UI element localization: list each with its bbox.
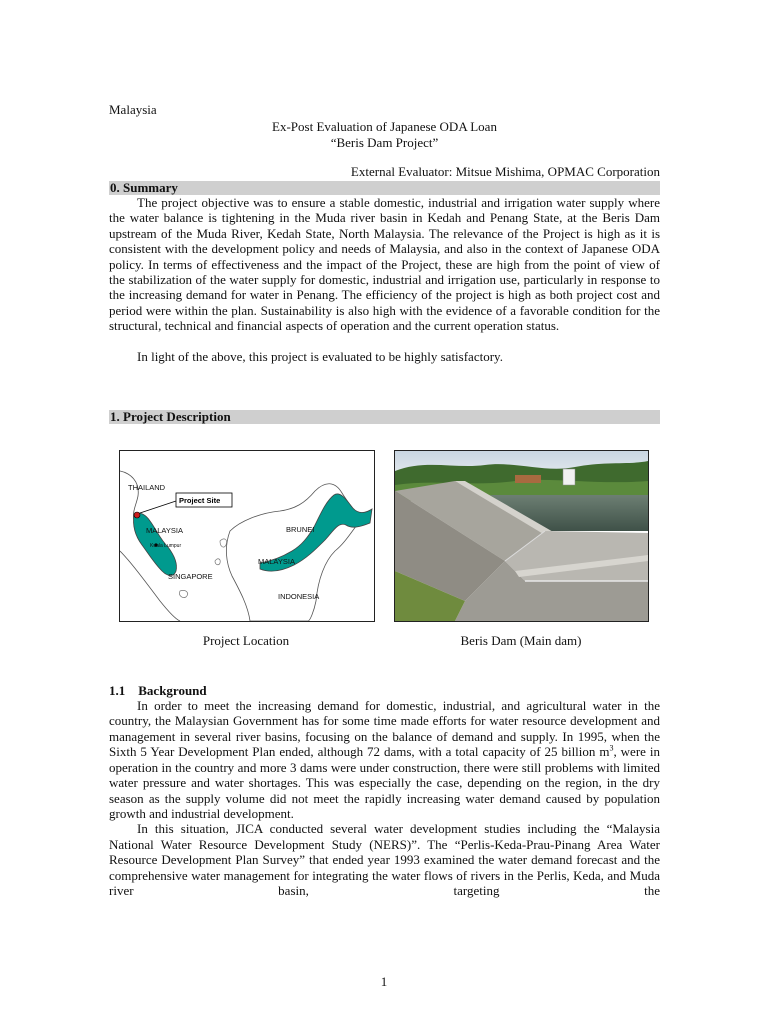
project-title: “Beris Dam Project” [330, 135, 439, 150]
background-para1-part-b: , were in operation in the country and more 3 dams were under construction, there were still problems with limited water pressure and water shortages. This was especially the case, depending on the region, in the dry season as the supply volume did not meet the rapidly increasing water demand caused by population growth and industrial development. [109, 744, 660, 821]
beris-dam-photo [394, 450, 649, 622]
label-kuala-lumpur: Kuala Lumpur [150, 543, 182, 550]
label-project-site: Project Site [179, 496, 221, 506]
figures-row [109, 432, 660, 652]
label-thailand: THAILAND [128, 483, 166, 493]
label-indonesia: INDONESIA [278, 592, 320, 602]
background-paragraph-1 [109, 698, 660, 821]
summary-heading: 0. Summary [109, 181, 660, 195]
photo-caption: Beris Dam (Main dam) [460, 633, 582, 649]
label-malaysia-west: MALAYSIA [146, 526, 183, 536]
label-brunei: BRUNEI [286, 525, 315, 535]
background-heading-number: 1.1 [109, 683, 126, 699]
dam-photo-illustration [395, 451, 648, 621]
page-number: 1 [380, 974, 388, 989]
superscript-3: 3 [609, 743, 614, 753]
label-malaysia-east: MALAYSIA [258, 557, 295, 567]
summary-conclusion: In light of the above, this project is evaluated to be highly satisfactory. [137, 348, 503, 364]
summary-paragraph: The project objective was to ensure a stable domestic, industrial and irrigation water supply where the water balance is tightening in the Muda river basin in Kedah and Penang State, at the Beris Dam upstream of the Muda River, Kedah State, North Malaysia. The relevance of the Project is high as it is consistent with the development policy and needs of Malaysia, and also in the context of Japanese ODA policy. In terms of effectiveness and the impact of the Project, these are high from the point of view of the stabilization of the water supply for domestic, industrial and irrigation use, particularly in response to the increasing demand for water in Penang. The efficiency of the project is high as both project cost and period were within the plan. Sustainability is also high with the evidence of a favorable condition for the structural, technical and financial aspects of operation and the current operation status. [109, 195, 660, 334]
project-site-marker [134, 512, 140, 518]
background-heading-text: Background [138, 683, 207, 699]
background-paragraph-2: In this situation, JICA conducted several water development studies including the “Malaysia National Water Resource Development Study (NERS)”. The “Perlis-Keda-Prau-Pinang Area Water Resource Development Plan Survey” that ended year 1993 examined the water demand forecast and the comprehensive water management for integrating the water flows of rivers in the Perlis, Keda, and Muda river basin, targeting the [109, 821, 660, 898]
evaluator-line: External Evaluator: Mitsue Mishima, OPMAC Corporation [350, 164, 660, 179]
project-location-map [119, 450, 375, 622]
background-heading [109, 683, 660, 698]
project-description-heading: 1. Project Description [109, 410, 660, 424]
country-label: Malaysia [109, 102, 157, 117]
document-page [109, 102, 660, 898]
map-caption: Project Location [202, 633, 290, 649]
label-singapore: SINGAPORE [168, 572, 213, 582]
report-title: Ex-Post Evaluation of Japanese ODA Loan [272, 119, 497, 134]
map-graphic [120, 451, 374, 621]
background-para1-part-a: In order to meet the increasing demand for domestic, industrial, and agricultural water in the country, the Malaysian Government has for some time made efforts for water resource development and management in several river basins, focusing on the balance of demand and supply. In 1995, when the Sixth 5 Year Development Plan ended, although 72 dams, with a total capacity of 25 billion m [109, 698, 660, 760]
